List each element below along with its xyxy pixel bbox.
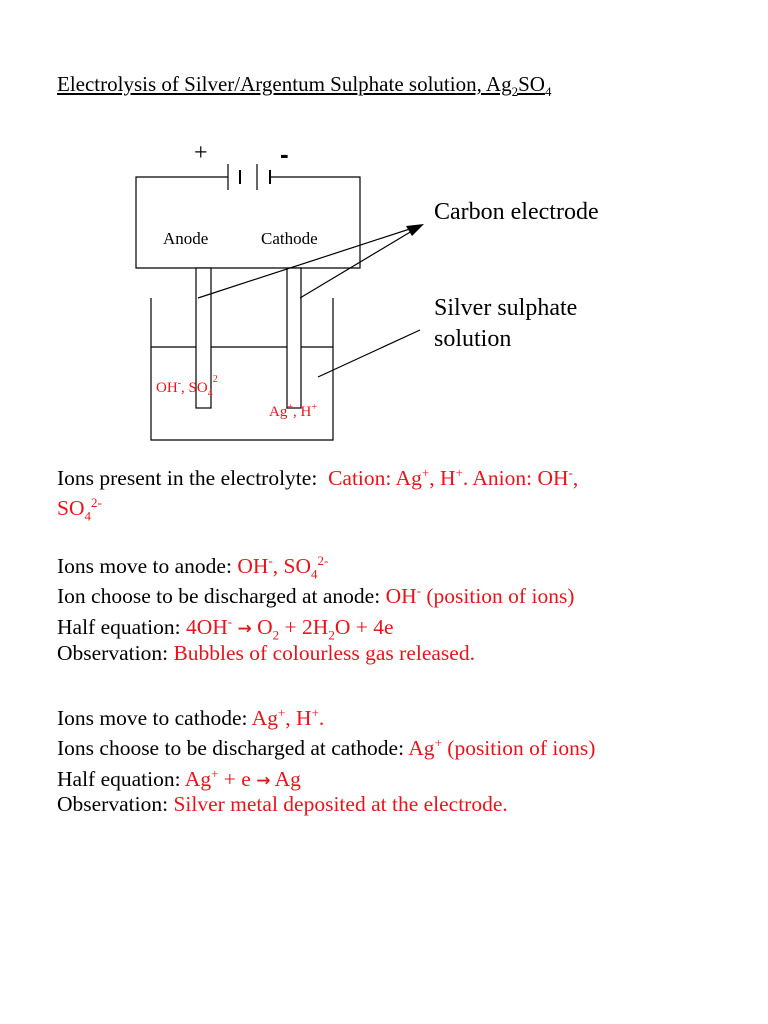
cathode-observation: Observation: Silver metal deposited at the electrode. xyxy=(57,792,508,816)
anode-ions: OH-, $SO_4^2$ xyxy=(156,374,218,399)
silver-sulphate-label-1: Silver sulphate xyxy=(434,295,578,321)
arrowhead xyxy=(406,224,424,236)
right-arrow-icon: → xyxy=(237,619,252,640)
electrolysis-diagram xyxy=(0,0,768,460)
right-arrow-icon: → xyxy=(256,771,271,792)
anode-half-equation: Half equation: $4OH^- \to O_2 + 2H_2O + 4e$ xyxy=(57,614,394,643)
silver-sulphate-label-2: solution xyxy=(434,326,512,352)
anode-observation: Observation: Bubbles of colourless gas released. xyxy=(57,641,475,665)
page-title: Electrolysis of Silver/Argentum Sulphate solution, $Ag_2SO_4$ xyxy=(57,72,552,100)
cathode-ions: Ag+, H+ xyxy=(269,402,317,420)
ions-present-line-1: Ions present in the electrolyte: Cation: Ag+, H+. Anion: OH-, xyxy=(57,465,579,491)
cathode-label: Cathode xyxy=(261,229,318,248)
cathode-ions-move: Ions move to cathode: Ag+, H+. xyxy=(57,705,325,731)
pointer-cathode xyxy=(300,225,422,298)
anode-label: Anode xyxy=(163,229,209,248)
carbon-electrode-label: Carbon electrode xyxy=(434,199,599,225)
ions-present-line-2: $SO_4^{2-}$ xyxy=(57,495,102,524)
circuit-wire-left xyxy=(136,177,360,268)
anode-ion-choose: Ion choose to be discharged at anode: OH- (position of ions) xyxy=(57,583,575,609)
anode-ions-move: Ions move to anode: OH-, $SO_4^{2-}$ xyxy=(57,553,329,582)
cathode-ion-choose: Ions choose to be discharged at cathode: Ag+ (position of ions) xyxy=(57,735,596,761)
plus-sign: + xyxy=(194,140,208,166)
minus-sign: - xyxy=(280,139,289,169)
cathode-electrode xyxy=(287,268,301,408)
cathode-half-equation: Half equation: Ag+ + e → Ag xyxy=(57,766,301,792)
